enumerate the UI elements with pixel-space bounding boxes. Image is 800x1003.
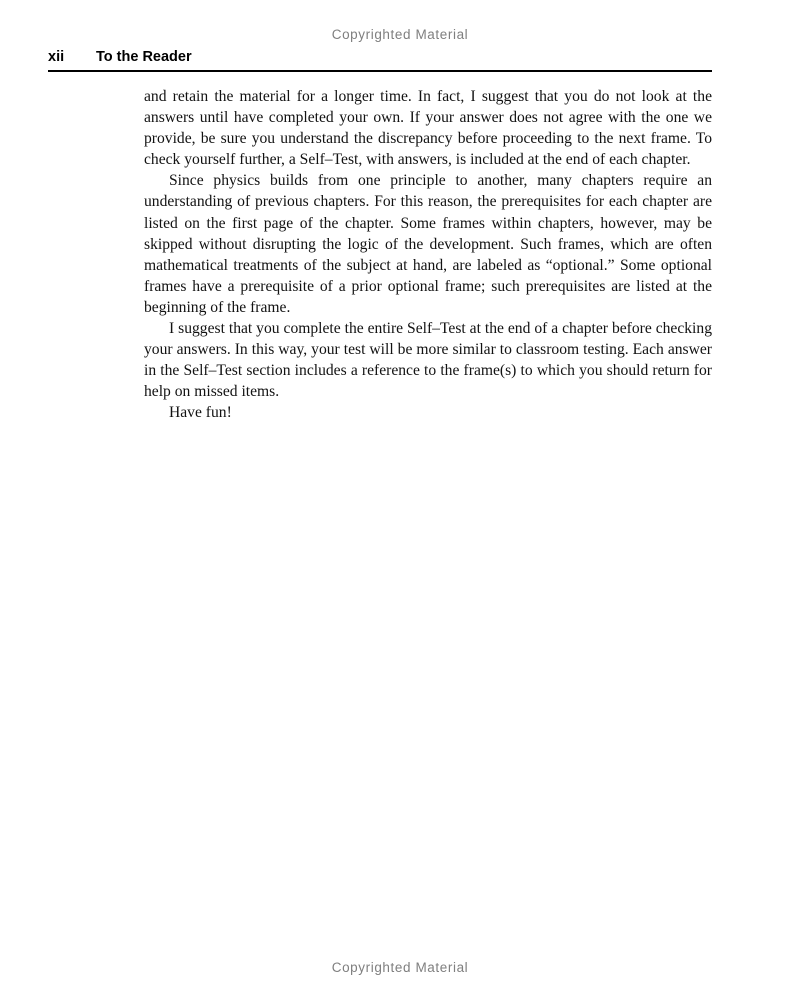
paragraph: I suggest that you complete the entire Self–Test at the end of a chapter before checking your answers. In this way, your test will be more similar to classroom testing. Each answer in the Self–Test section includes a reference to the frame(s) to which you should return for help on missed items. (144, 320, 712, 401)
running-head (48, 49, 712, 69)
copyright-watermark-top: Copyrighted Material (331, 27, 469, 42)
paragraph: Have fun! (169, 404, 232, 422)
page-number: xii (48, 49, 65, 65)
chapter-title: To the Reader (96, 49, 192, 65)
copyright-watermark-bottom: Copyrighted Material (331, 960, 469, 975)
body-text (144, 86, 712, 424)
header-rule (48, 70, 712, 72)
paragraph: Since physics builds from one principle to another, many chapters require an understanding of previous chapters. For this reason, the prerequisites for each chapter are listed on the first page of the chapter. Some frames within chapters, however, may be skipped without disrupting the logic of the development. Such frames, which are often mathematical treatments of the subject at hand, are labeled as “optional.” Some optional frames have a prerequisite of a prior optional frame; such prerequisites are listed at the beginning of the frame. (144, 172, 712, 316)
paragraph: and retain the material for a longer time. In fact, I suggest that you do not look at the answers until have completed your own. If your answer does not agree with the one we provide, be sure you understand the discrepancy before proceeding to the next frame. To check yourself further, a Self–Test, with answers, is included at the end of each chapter. (144, 88, 712, 169)
